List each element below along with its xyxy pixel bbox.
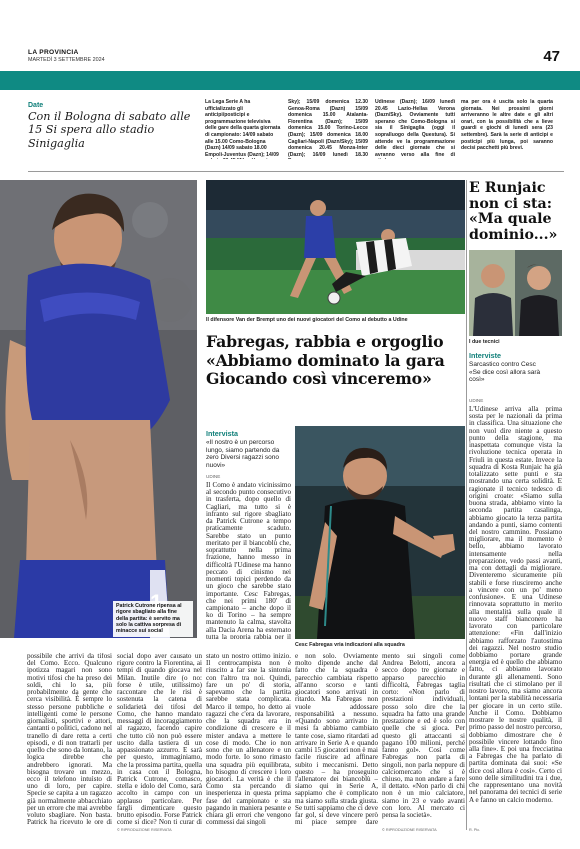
two-coaches-photo xyxy=(469,250,562,336)
bottom-column: stato un nostro ottimo inizio. Il centrocampista non è riuscito a far sue la sintonia con l'altro tra noi. Quindi, fare un po' di storia, sapevamo che la partita sarebbe stata complicata. Marco il tempo, ho detto ai ragazzi che c'era da lavorare, che la squadra era in condizione di crescere e il mister andava a mettere le cose di modo. Che io non sono che un allenatore e un modo forte. Io sono rimasto una squadra più equilibrata, ho bisogno di crescere i loro giocatori. La verità è che il Como sta percando di inesperienza in questa prima fase del campionato e sta pagando in maniera pesante e chiara gli errori che vengono commessi dai singoli xyxy=(206,653,291,826)
page-number: 47 xyxy=(543,48,560,65)
main-headline: Fabregas, rabbia e orgoglio «Abbiamo dominato la gara Giocando così vinceremo» xyxy=(206,332,445,389)
section-divider xyxy=(28,171,564,172)
fabregas-photo xyxy=(295,426,465,639)
runjaic-dateline: UDINE xyxy=(469,398,484,403)
cutrone-photo xyxy=(0,180,197,638)
bottom-column: mento sui singoli come Andrea Belotti, ancora a secco dopo tre giornate e apparso parecchio in difficoltà, Fabregas taglia corto: «Non parlo di prestazioni individuali, posso solo dire che la squadra ha fatto una grande prestazione e ed è solo con quelle che si gioca. Per questo gli attaccanti si pagano 100 milioni, perché fanno gol». Così come Fabregas non parla di singoli, non parla neppure di calciomercato che si è chiuso, ma non andare a fare il dettato. «Non parlo di chi non è un mio calciatore, siamo in 23 e vado avanti con loro. Al mercato ci pensa la società». xyxy=(382,653,465,820)
date-article-title: Con il Bologna di sabato alle 15 Si spera allo stadio Sinigaglia xyxy=(28,110,191,150)
runjaic-signature: R. Pic. xyxy=(469,828,481,832)
interview-dateline: UDINE xyxy=(206,474,221,479)
match-action-caption: Il difensore Van der Brempt uno dei nuovi giocatori del Como al debutto a Udine xyxy=(206,317,408,323)
two-coaches-caption: I due tecnici xyxy=(469,339,500,345)
header-bar xyxy=(0,71,580,90)
date-article-kicker: Date xyxy=(28,102,44,109)
copyright-note: © RIPRODUZIONE RISERVATA xyxy=(382,828,437,832)
player-figure-image xyxy=(0,180,197,638)
bottom-column: possibile che arrivi da tifosi del Como. Ecco. Qualcuno ipotizza magari non sono motivi tifosi che ha preso dei soldi, chi lo sa, più probabilmente da gente che cerca visibilità. È sempre lo stesso persone pubbliche e intelligenti come le persone giornalisti, sportivi e attori, cantanti o politici, cadono nel tranello di dare retta a certi episodi, e di non trattarli per quello che sono da lontano, la logica direbbe che andrebbero ignorati. Ma bisogna trovare un mezzo, ecco il telefono intuìsto di uno di loro, per capire. Specie se capita a un ragazzo già normalmente abbacchiato per un errore che mai avrebbe voluto sbagliare. Non basta. Patrick ha ricevuto le ore di xyxy=(27,653,112,826)
two-coaches-image xyxy=(469,250,562,336)
column-divider xyxy=(466,180,467,830)
fabregas-image xyxy=(295,426,465,639)
runjaic-body: L'Udinese arriva alla prima sosta per le nazionali da prima in classifica. Una situazione che non vuol dire niente a questo punto della stagione, ma inaspettata comunque vista la rivoluzione tecnica operata in Friuli in questa estate. Invece la squadra di Kosta Runjaic ha già totalizzato sette punti e sta mostrando una certa solidità. E ragionate il tecnico tedesco di origini croate: «Siamo sulla buona strada, abbiamo vinto la seconda partita casalinga, abbiamo giocato la terza partita andando a punti, siamo contenti del nostro cammino. Possiamo migliorare, ma il momento è bello, abbiamo lavorato intensamente nella preparazione, vedo passi avanti, ma con dettagli da migliorare. Diventeremo sicuramente più stabili e forse riusciremo anche a vincere con un po' meno confusione». E una Udinese rinnovata soprattutto in merito alla mentalità sulla quale il nuovo staff bianconero ha lavorato con particolare attenzione: «Fin dall'inizio abbiamo rafforzato l'autostima dei ragazzi. Nel nostro studio dobbiamo portare grande energia ed è quello che abbiamo fatto, ci abbiamo lavorato durante gli allenamenti. Sono risultati che ci stimolano per il nostro lavoro, ma siamo ancora lontani per la stabilità necessaria per giocare in un certo stile. Anche il Como. Dobbiamo mostrare le nostre qualità, il primo passo del nostro percorso, dobbiamo dimostrare che è possibile vincere lottando fino alla fine». E poi una frecciatina a Fabregas che ha parlato di partita dominata dai suoi: «Se dice così allora è così». Certo ci sono delle similitudini tra i due, che rappresentano una novità nel panorama dei tecnici di serie A e fanno un calcio moderno. xyxy=(469,406,562,804)
interview-subtitle: «Il nostro è un percorso lungo, siamo partendo da zero Diversi ragazzi sono nuovi» xyxy=(206,439,280,469)
interview-kicker: Intervista xyxy=(206,429,238,438)
interview-body: Il Como è andato vicinissimo al secondo punto consecutivo in trasferta, dopo quello di Cagliari, ma tutto si è infranto sul rigore sbagliato da Patrick Cutrone a tempo praticamente scaduto. Sarebbe stato un punto meritato per il biancoblù che, soprattutto nella prima frazione, hanno messo in difficoltà l'Udinese ma hanno peccato di cinismo nei momenti topici perdendo da un gioco che sarebbe stato importante. Cesc Fabregas, che nei primi 180' di campionato – anche dopo il ko di Torino – ha sempre mantenuto la calma, stavolta alla Dacia Arena ha esternato tutta la propria rabbia per il xyxy=(206,482,291,639)
cutrone-photo-caption: Patrick Cutrone ripensa al rigore sbagliato alla fine della partita: è servito ma solo la cattiva sorpresa di minacce sui social xyxy=(113,601,193,637)
date-article-column: La Lega Serie A ha ufficializzato gli anticipi/posticipi e programmazione televisiva delle gare della quarta giornata di campionato: 14/09 sabato alle 15.00 Como-Bologna (Dazn) 14/09 sabato 18.00 Empoli-Juventus (Dazn); 14/09 xyxy=(205,99,281,158)
masthead xyxy=(28,49,105,63)
date-article-column: Udinese (Dazn); 16/09 lunedì 20.45 Lazio-Hellas Verona (Dazn/Sky). Ovviamente tutti sperano che Como-Bologna si sia il Sinigaglia (oggi il sopralluogo della Questura). Si attende ve la programmazione delle dieci giornate che si avranno verso alla fine di xyxy=(375,99,455,158)
paper-date: MARTEDÌ 3 SETTEMBRE 2024 xyxy=(28,57,105,63)
bottom-column: e non solo. Ovviamente molto dipende anche dal fatto che la squadra è parecchio cambiata rispetto all'anno scorso e tanti giocatori sono arrivati in ritardo. Ma Fabregas non vuole addossare responsabilità a nessuno. «Quando sono arrivato in mesi fa abbiamo cambiato tante cose, siamo ritardati ad arrivare in Serie A e quando cambi 15 giocatori non è mai facile riuscire ad affinare subito i meccanismi. Detto questo – ha proseguito l'allenatore dei biancoblù – siamo qui in Serie A, sappiamo che è complicato ma siamo sulla strada giusta. Se tutti sappiamo che ci deve far gol, si deve vincere però mi piace sempre dare xyxy=(295,653,378,826)
match-action-photo xyxy=(206,180,465,314)
runjaic-article-title: E Runjaic non ci sta: «Ma quale dominio...» xyxy=(469,180,558,243)
copyright-note: © RIPRODUZIONE RISERVATA xyxy=(117,828,172,832)
runjaic-subtitle: Sarcastico contro Cesc «Se dice così allora sarà così» xyxy=(469,361,541,384)
paper-name: LA PROVINCIA xyxy=(28,49,79,56)
match-action-image xyxy=(206,180,465,314)
fabregas-photo-caption: Cesc Fabregas vria indicazioni alla squadra xyxy=(295,642,405,648)
runjaic-kicker: Interviste xyxy=(469,351,501,360)
date-article-column: Sky); 15/09 domenica 12.30 Genoa-Roma (Dazn) 15/09 domenica 15.00 Atalanta-Fiorentina (Dazn); 15/09 domenica 15.00 Torino-Lecce (Dazn); 15/09 domenica 18.00 Cagliari-Napoli (Dazn/Sky); 15/09 domenica 20.45 Monza-Inter (Dazn); 16/09 lunedì 18.30 xyxy=(288,99,368,158)
bottom-column: social dopo aver causato un rigore contro la Fiorentina, ai tempi di quando giocava nel Milan. Inutile dire (o no: forse è utile, utilissimo) raccontare che le risi è sostenuta la catena di solidarietà dei tifosi del Como, che hanno mandato messaggi di incoraggiamento al ragazzo, facendo capire che tutto ciò non può essere uscito dalla tastiera di un appassionato azzurro. E sarà per questo, immaginiamo, che la prossima partita, quella in casa con il Bologna, Patrick Cutrone, comasco, stella e idolo del Como, sarà accolto in campo con un applauso particolare. Per fargli dimenticare questo brutto episodio. Forse Patrick come si dice? Non ti curar di xyxy=(117,653,202,826)
date-article-column: ma per ora è uscita solo la quarta giornata. Nei prossimi giorni arriveranno le altre date e gli altri orari, con la possibilità che a lieve guardi e giochi di lunedì sera (23 settembre). Sarà la serie di anticipi e posticipi più lunga, poi saranno decisi pacchetti più brevi. xyxy=(461,99,553,152)
